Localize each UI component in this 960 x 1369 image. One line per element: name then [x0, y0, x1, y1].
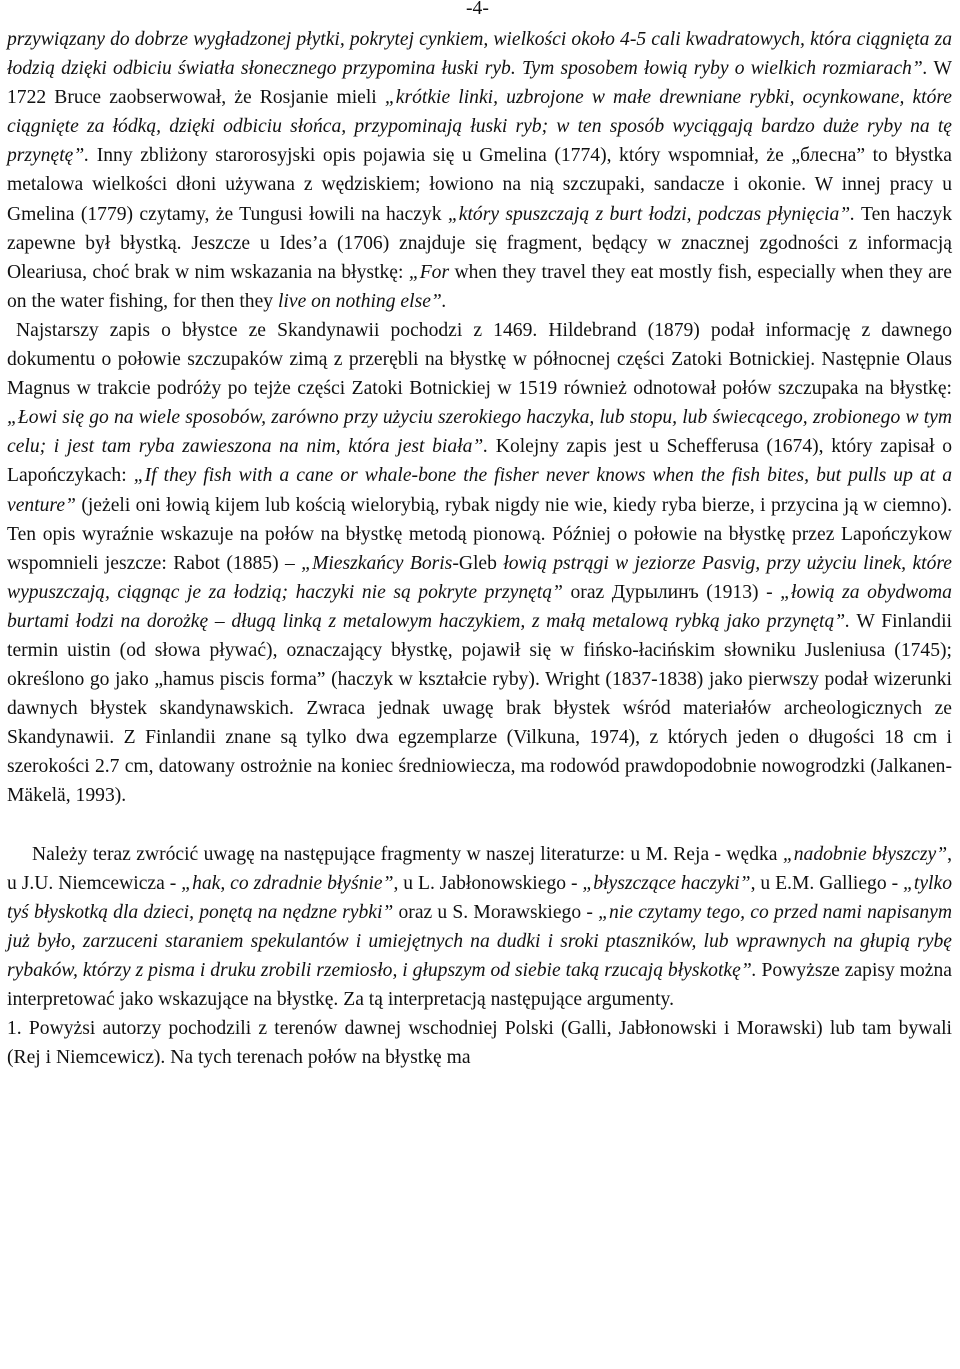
paragraph-text: przywiązany do dobrze wygładzonej płytki, pokrytej cynkiem, wielkości około 4-5 cali kwadratowych, która ciągnięta za łodzią dzięki odbiciu światła słonecznego przypomina łuski ryb. Tym sposobem łowią ryby o wielkich rozmiarach”.	[7, 29, 952, 80]
paragraph-text: W 1722 Bruce zaobserwował, że Rosjanie mieli	[7, 58, 952, 109]
quote-text: „tylko tyś błyskotką dla dzieci, ponętą na nędzne rybki”	[7, 872, 952, 923]
paragraph	[7, 316, 952, 811]
paragraph-text: (jeżeli oni łowią kijem lub kością wielorybią, rybak nigdy nie wie, kiedy ryba bierze, i przycina ją w ciemno). Ten opis wyraźnie wskazuje na połów na błystkę metodą pionową. Później o połowie na błystkę przez Lapończykow wspomnieli jeszcze: Rabot (1885) –	[7, 494, 952, 574]
paragraph	[7, 0, 952, 316]
paragraph-text: oraz u S. Morawskiego -	[393, 901, 599, 923]
paragraph-text: Należy teraz zwrócić uwagę na następujące fragmenty w naszej literaturze: u M. Reja - wędka	[32, 843, 783, 865]
quote-text: „Mieszkańcy Boris	[301, 552, 453, 574]
quote-text: „If they fish with a cane or whale-bone the fisher never knows when the fish bites, but pulls up at a venture”	[7, 465, 952, 516]
paragraph	[7, 840, 952, 1015]
quote-text: „For	[408, 261, 450, 283]
quote-text: „który spuszczają z burt łodzi, podczas płynięcia”.	[447, 203, 856, 225]
paragraph-text: oraz Дурылинъ (1913) -	[562, 581, 781, 603]
page-number: -4-	[466, 0, 489, 19]
quote-text: „nie czytamy tego, co przed nami napisanym już było, zarzuceni staraniem spekulantów i umiejętnych na dudki i sroki ptaszników, lub wprawnych na głupią rybę rybaków, którzy z pisma i druku zrobili rzemiosło, i głupszym od siebie taką rzucają błyskotkę”.	[7, 901, 952, 981]
paragraph-text: Najstarszy zapis o błystce ze Skandynawii pochodzi z 1469. Hildebrand (1879) podał informację z dawnego dokumentu o połowie szczupaków zimą z przerębli na błystkę w północnej części Zatoki Botnickiej. Następnie Olaus Magnus w trakcie podróży po tejże części Zatoki Botnickiej w 1519 również odnotował połów szczupaka na błystkę:	[7, 319, 952, 400]
quote-text: „łowią za obydwoma burtami łodzi na dorożkę – długą linką z metalowym haczykiem, z małą metalową rybką jako przynętą”.	[7, 581, 952, 632]
paragraph-text: Inny zbliżony starorosyjski opis pojawia się u Gmelina (1774), który wspomniał, że „блесна” to błystka metalowa wielkości dłoni używana z wędziskiem; łowiono na nią szczupaki, sandacze i okonie. W innej pracy u Gmelina (1779) czytamy, że Tungusi łowili na haczyk	[7, 145, 952, 225]
paragraph-text: W Finlandii termin uistin (od słowa pływać), oznaczający błystkę, pojawił się w fińsko-łacińskim słowniku Jusleniusa (1745); określono go jako „hamus piscis forma” (haczyk w kształcie ryby). Wright (1837-1838) jako pierwszy podał wizerunki dawnych błystek skandynawskich. Zwraca jednak uwagę brak błystek wśród materiałów archeologicznych ze Skandynawii. Z Finlandii znane są tylko dwa egzemplarze (Vilkuna, 1974), z których jeden o długości 18 cm i szerokości 2.7 cm, datowany ostrożnie na koniec średniowiecza, ma rodowód prawdopodobnie nowogrodzki (Jalkanen-Mäkelä, 1993).	[7, 610, 952, 807]
paragraph-text: , u J.U. Niemcewicza -	[7, 843, 952, 894]
paragraph-text: Powyższe zapisy można interpretować jako wskazujące na błystkę. Za tą interpretacją następujące argumenty.	[7, 959, 952, 1010]
quote-text: „Łowi się go na wiele sposobów, zarówno przy użyciu szerokiego haczyka, lub stopu, lub świecącego, zrobionego w tym celu; i jest tam ryba zawieszona na nim, która jest biała”.	[7, 407, 952, 458]
quote-text: „nadobnie błyszczy”	[782, 843, 948, 865]
quote-text: „błyszczące haczyki”	[582, 872, 751, 894]
quote-text: „hak, co zdradnie błyśnie”	[181, 872, 394, 894]
quote-text: łowią pstrągi w jeziorze Pasvig, przy użyciu linek, które wypuszczają, ciągnąc je za łodzią; haczyki nie są pokryte przynętą”	[7, 552, 952, 603]
paragraph-text: 1. Powyżsi autorzy pochodzili z terenów dawnej wschodniej Polski (Galli, Jabłonowski i Morawski) lub tam bywali (Rej i Niemcewicz). Na tych terenach połów na błystkę ma	[7, 1018, 952, 1069]
paragraph-text: , u L. Jabłonowskiego -	[393, 872, 583, 894]
quote-text: live on nothing else”.	[277, 290, 447, 312]
paragraph-text: Ten haczyk zapewne był błystką. Jeszcze u Ides’a (1706) znajduje się fragment, będący w znacznej zgodności z informacją Oleariusa, choć brak w nim wskazania na błystkę:	[7, 203, 952, 283]
paragraph-text: Kolejny zapis jest u Schefferusa (1674), który zapisał o Lapończykach:	[7, 436, 952, 487]
paragraph-text: -Gleb	[452, 552, 504, 574]
paragraph-text: , u E.M. Galliego -	[750, 872, 904, 894]
numbered-paragraph	[7, 1014, 952, 1072]
quote-text: „krótkie linki, uzbrojone w małe drewniane rybki, ocynkowane, które ciągnięte za łódką, dzięki odbiciu słońca, przypominają łuski ryb; w ten sposób wyciągają bardzo duże ryby na tę przynętę”.	[7, 87, 953, 167]
paragraph-text: when they travel they eat mostly fish, especially when they are on the water fishing, for then they	[7, 261, 953, 312]
